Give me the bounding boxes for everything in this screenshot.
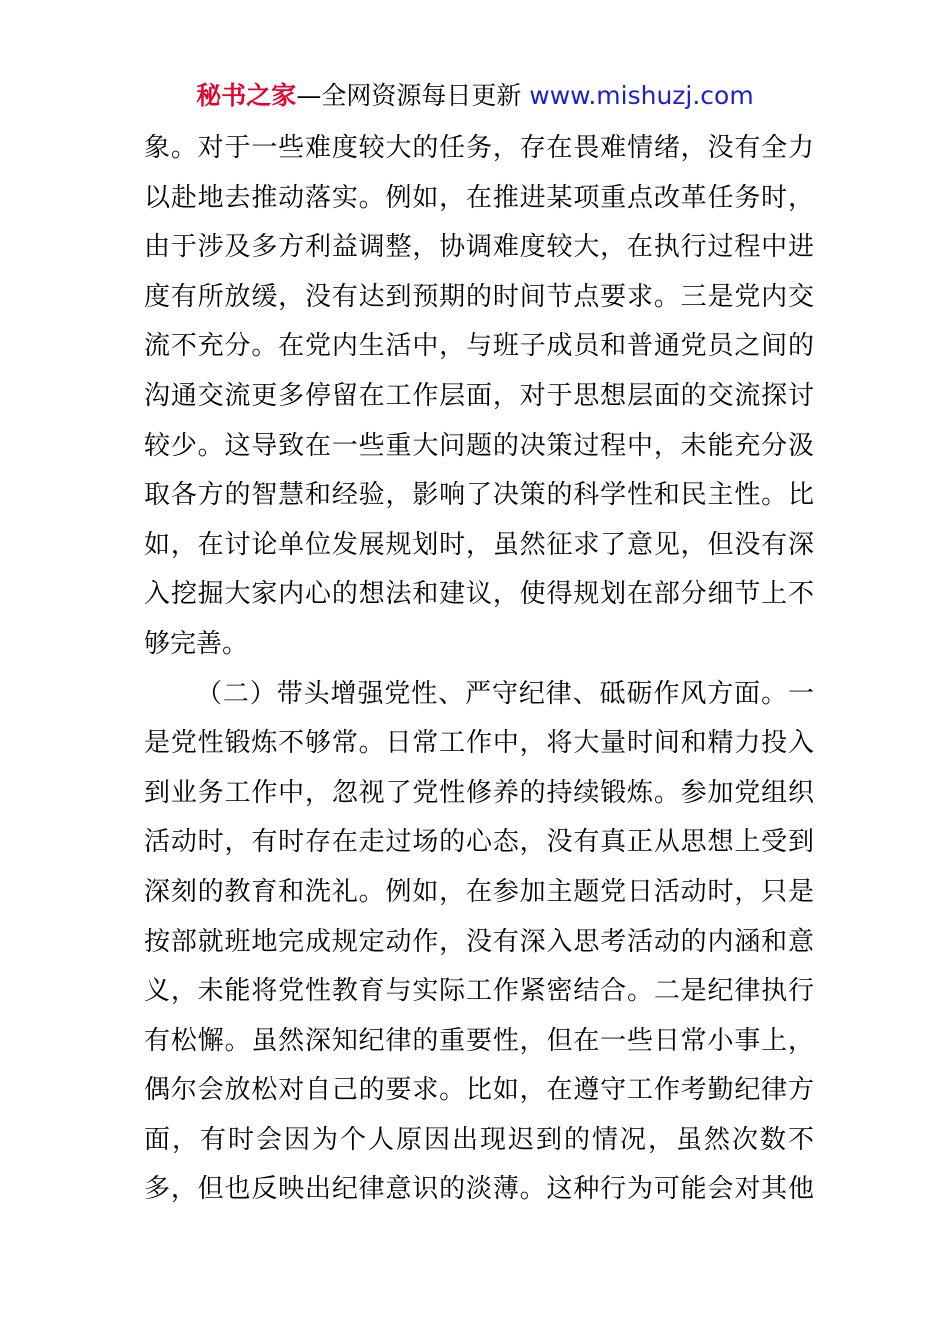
text-line: 度有所放缓，没有达到预期的时间节点要求。三是党内交	[144, 281, 814, 312]
site-url-link[interactable]: www.mishuzj.com	[529, 81, 754, 110]
text-line: 取各方的智慧和经验，影响了决策的科学性和民主性。比	[144, 480, 814, 511]
text-line: 有松懈。虽然深知纪律的重要性，但在一些日常小事上，	[144, 1025, 814, 1056]
text-line: 是党性锻炼不够常。日常工作中，将大量时间和精力投入	[144, 728, 814, 759]
paragraph-end-line: 够完善。	[144, 628, 249, 659]
text-line: 入挖掘大家内心的想法和建议，使得规划在部分细节上不	[144, 579, 814, 610]
text-line: 沟通交流更多停留在工作层面，对于思想层面的交流探讨	[144, 380, 814, 411]
text-line: 较少。这导致在一些重大问题的决策过程中，未能充分汲	[144, 430, 814, 461]
site-tagline: —全网资源每日更新	[296, 81, 522, 110]
text-line: 如，在讨论单位发展规划时，虽然征求了意见，但没有深	[144, 529, 814, 560]
text-line: 按部就班地完成规定动作，没有深入思考活动的内涵和意	[144, 926, 814, 957]
text-line: 义，未能将党性教育与实际工作紧密结合。二是纪律执行	[144, 976, 814, 1007]
text-line: 以赴地去推动落实。例如，在推进某项重点改革任务时，	[144, 182, 814, 213]
document-body	[144, 124, 814, 1215]
text-line: 由于涉及多方利益调整，协调难度较大，在执行过程中进	[144, 232, 814, 263]
text-line: 面，有时会因为个人原因出现迟到的情况，虽然次数不	[144, 1124, 814, 1155]
text-line: 活动时，有时存在走过场的心态，没有真正从思想上受到	[144, 827, 814, 858]
text-line: 到业务工作中，忽视了党性修养的持续锻炼。参加党组织	[144, 777, 814, 808]
text-line: 象。对于一些难度较大的任务，存在畏难情绪，没有全力	[144, 133, 814, 163]
text-line: 多，但也反映出纪律意识的淡薄。这种行为可能会对其他	[144, 1174, 814, 1205]
site-brand: 秘书之家	[196, 81, 297, 110]
text-line: 流不充分。在党内生活中，与班子成员和普通党员之间的	[144, 331, 814, 362]
text-line: 深刻的教育和洗礼。例如，在参加主题党日活动时，只是	[144, 876, 814, 907]
section-heading-line: （二）带头增强党性、严守纪律、砥砺作风方面。一	[196, 678, 814, 709]
site-header	[0, 78, 950, 114]
text-line: 偶尔会放松对自己的要求。比如，在遵守工作考勤纪律方	[144, 1075, 814, 1106]
